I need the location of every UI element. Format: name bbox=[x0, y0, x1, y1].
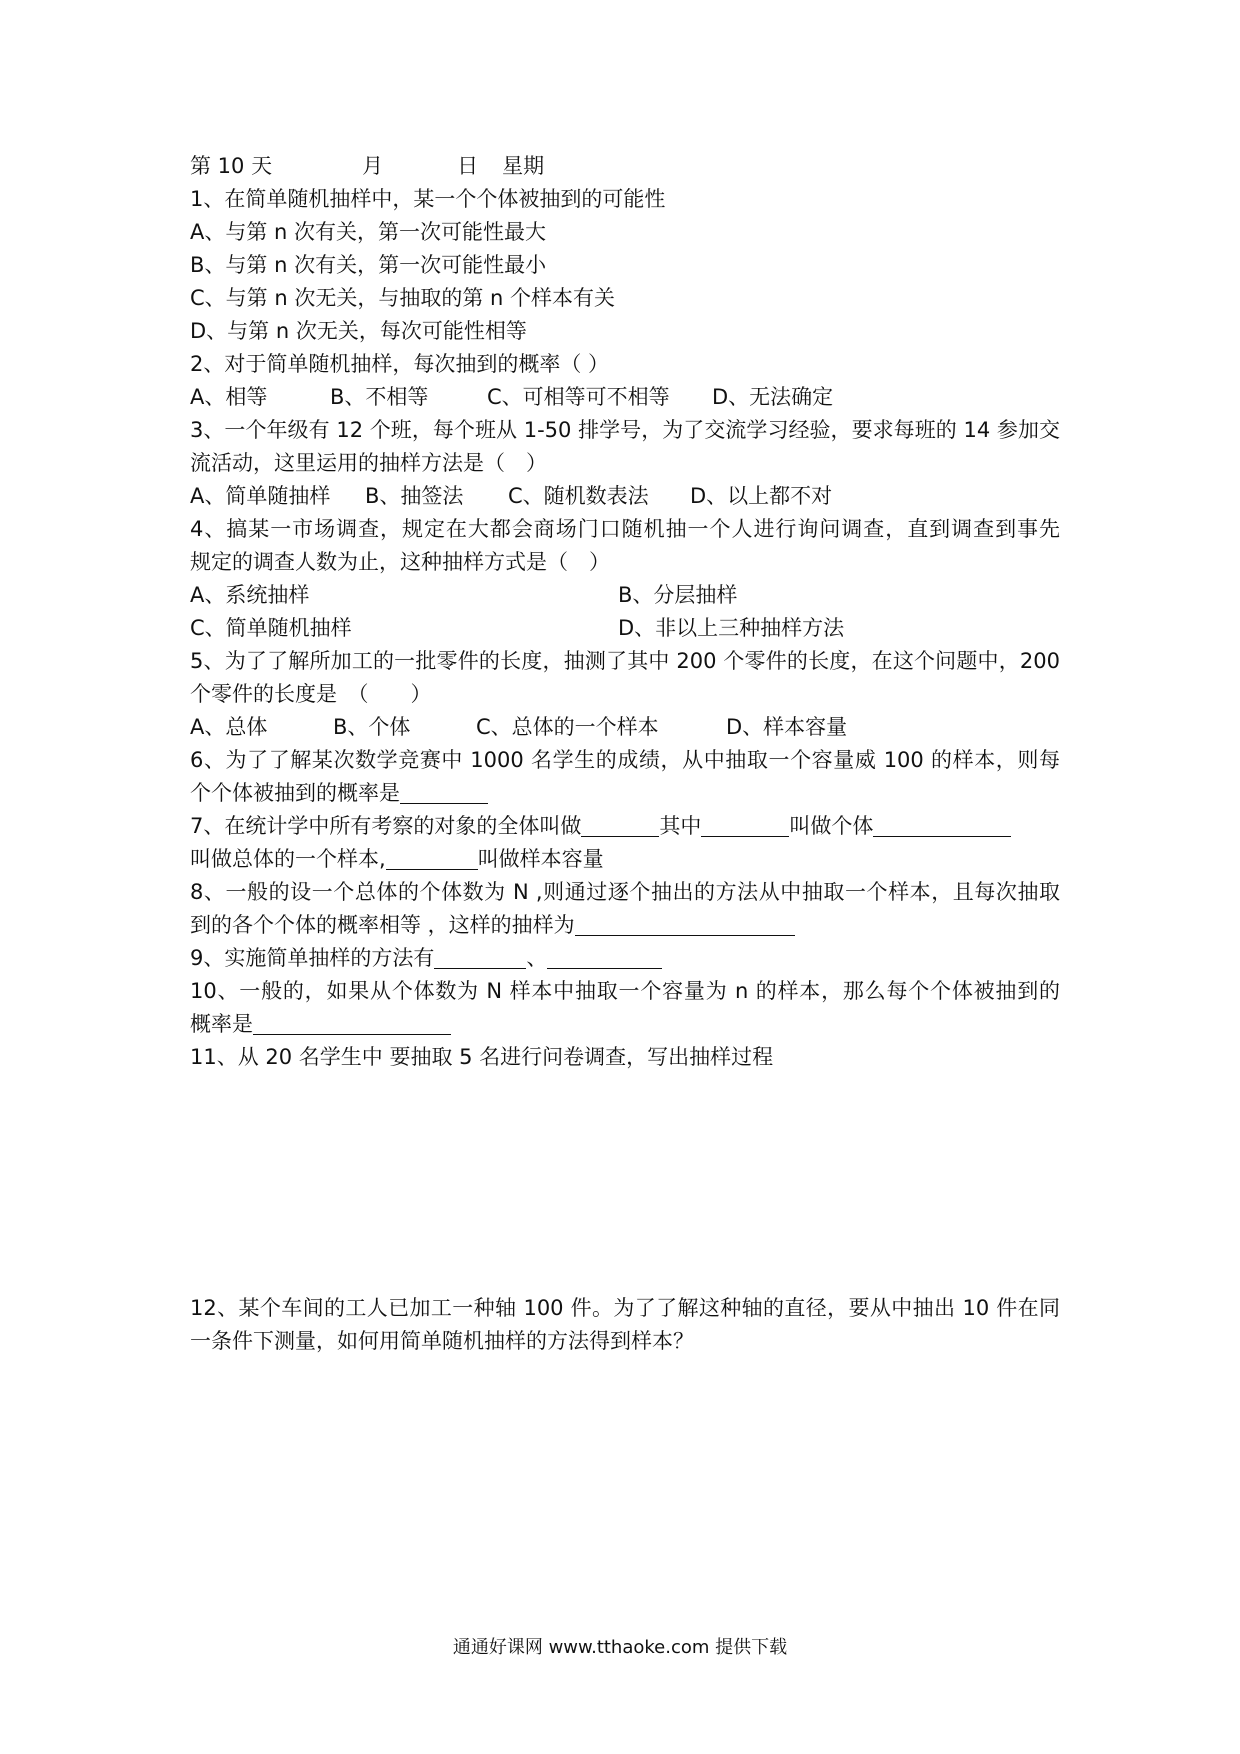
q7-text-1: 7、在统计学中所有考察的对象的全体叫做 bbox=[190, 814, 582, 838]
q1-option-d: D、与第 n 次无关，每次可能性相等 bbox=[190, 319, 527, 343]
q2-option-d: D、无法确定 bbox=[712, 385, 834, 409]
q9-text-2: 、 bbox=[526, 946, 548, 970]
q7-text-5: 叫做样本容量 bbox=[477, 847, 604, 871]
q9-stem bbox=[190, 942, 1060, 975]
q4-options-row2 bbox=[190, 612, 1060, 645]
week-label: 星期 bbox=[502, 154, 545, 178]
q7-blank-2[interactable] bbox=[701, 812, 789, 837]
q5-stem-line2: 个零件的长度是 （ ） bbox=[190, 682, 432, 706]
q3-option-c: C、随机数表法 bbox=[508, 484, 649, 508]
q1-option-a: A、与第 n 次有关，第一次可能性最大 bbox=[190, 220, 547, 244]
q11-answer-space[interactable] bbox=[190, 1074, 1060, 1292]
q11-stem: 11、从 20 名学生中 要抽取 5 名进行问卷调查，写出抽样过程 bbox=[190, 1045, 774, 1069]
q7-blank-3[interactable] bbox=[873, 812, 1011, 837]
q12-stem-line1: 12、某个车间的工人已加工一种轴 100 件。为了了解这种轴的直径，要从中抽出 10 件在同 bbox=[190, 1296, 1060, 1320]
q4-stem-line1: 4、搞某一市场调查，规定在大都会商场门口随机抽一个人进行询问调查，直到调查到事先 bbox=[190, 517, 1060, 541]
q3-stem-line1: 3、一个年级有 12 个班，每个班从 1-50 排学号，为了交流学习经验，要求每班的 14 参加交 bbox=[190, 418, 1060, 442]
q7-line2 bbox=[190, 843, 1060, 876]
footer-credit: 通通好课网 www.tthaoke.com 提供下载 bbox=[452, 1637, 788, 1658]
q6-answer-blank[interactable] bbox=[400, 779, 488, 804]
worksheet bbox=[190, 150, 1060, 1358]
q2-options bbox=[190, 381, 1060, 414]
q7-text-3: 叫做个体 bbox=[789, 814, 874, 838]
q5-option-d: D、样本容量 bbox=[726, 715, 848, 739]
q10-stem-line2 bbox=[190, 1008, 1060, 1041]
q10-stem-line1: 10、一般的，如果从个体数为 N 样本中抽取一个容量为 n 的样本，那么每个个体被抽到的 bbox=[190, 979, 1060, 1003]
q7-blank-4[interactable] bbox=[386, 845, 478, 870]
q7-blank-1[interactable] bbox=[581, 812, 659, 837]
q4-options-row1 bbox=[190, 579, 1060, 612]
date-header bbox=[190, 150, 1060, 183]
q8-stem-line1: 8、一般的设一个总体的个体数为 N ,则通过逐个抽出的方法从中抽取一个样本，且每次抽取 bbox=[190, 880, 1060, 904]
q1-option-b: B、与第 n 次有关，第一次可能性最小 bbox=[190, 253, 547, 277]
month-label: 月 bbox=[362, 154, 384, 178]
q4-option-a: A、系统抽样 bbox=[190, 583, 310, 607]
q6-stem-text: 个个体被抽到的概率是 bbox=[190, 781, 400, 805]
q6-stem-line2 bbox=[190, 777, 1060, 810]
q1-option-c: C、与第 n 次无关，与抽取的第 n 个样本有关 bbox=[190, 286, 615, 310]
q10-stem-text: 概率是 bbox=[190, 1012, 253, 1036]
q3-option-b: B、抽签法 bbox=[365, 484, 464, 508]
q8-stem-text: 到的各个个体的概率相等 ，这样的抽样为 bbox=[190, 913, 575, 937]
q4-stem-line2: 规定的调查人数为止，这种抽样方式是（ ） bbox=[190, 550, 610, 574]
q5-option-b: B、个体 bbox=[333, 715, 411, 739]
q3-option-a: A、简单随抽样 bbox=[190, 484, 331, 508]
q2-option-a: A、相等 bbox=[190, 385, 268, 409]
q7-line1 bbox=[190, 810, 1060, 843]
q5-option-c: C、总体的一个样本 bbox=[476, 715, 659, 739]
q5-options bbox=[190, 711, 1060, 744]
q8-answer-blank[interactable] bbox=[575, 911, 795, 936]
q5-stem-line1: 5、为了了解所加工的一批零件的长度，抽测了其中 200 个零件的长度，在这个问题中，200 bbox=[190, 649, 1060, 673]
q7-text-2: 其中 bbox=[659, 814, 702, 838]
q3-option-d: D、以上都不对 bbox=[690, 484, 833, 508]
q4-option-d: D、非以上三种抽样方法 bbox=[618, 616, 845, 640]
q2-option-b: B、不相等 bbox=[330, 385, 429, 409]
q9-blank-2[interactable] bbox=[547, 944, 662, 969]
q2-option-c: C、可相等可不相等 bbox=[487, 385, 670, 409]
date-label: 日 bbox=[457, 154, 479, 178]
q9-blank-1[interactable] bbox=[434, 944, 526, 969]
day-label: 第 10 天 bbox=[190, 154, 273, 178]
q8-stem-line2 bbox=[190, 909, 1060, 942]
q2-stem: 2、对于简单随机抽样，每次抽到的概率（ ） bbox=[190, 352, 610, 376]
q3-stem-line2: 流活动，这里运用的抽样方法是（ ） bbox=[190, 451, 547, 475]
q7-text-4: 叫做总体的一个样本, bbox=[190, 847, 386, 871]
q5-option-a: A、总体 bbox=[190, 715, 268, 739]
q1-stem: 1、在简单随机抽样中，某一个个体被抽到的可能性 bbox=[190, 187, 666, 211]
q4-option-c: C、简单随机抽样 bbox=[190, 616, 352, 640]
q9-text-1: 9、实施简单抽样的方法有 bbox=[190, 946, 435, 970]
q12-stem-line2: 一条件下测量，如何用简单随机抽样的方法得到样本？ bbox=[190, 1329, 694, 1353]
q6-stem-line1: 6、为了了解某次数学竞赛中 1000 名学生的成绩，从中抽取一个容量威 100 的样本，则每 bbox=[190, 748, 1060, 772]
q3-options bbox=[190, 480, 1060, 513]
q10-answer-blank[interactable] bbox=[253, 1010, 451, 1035]
q4-option-b: B、分层抽样 bbox=[618, 583, 738, 607]
